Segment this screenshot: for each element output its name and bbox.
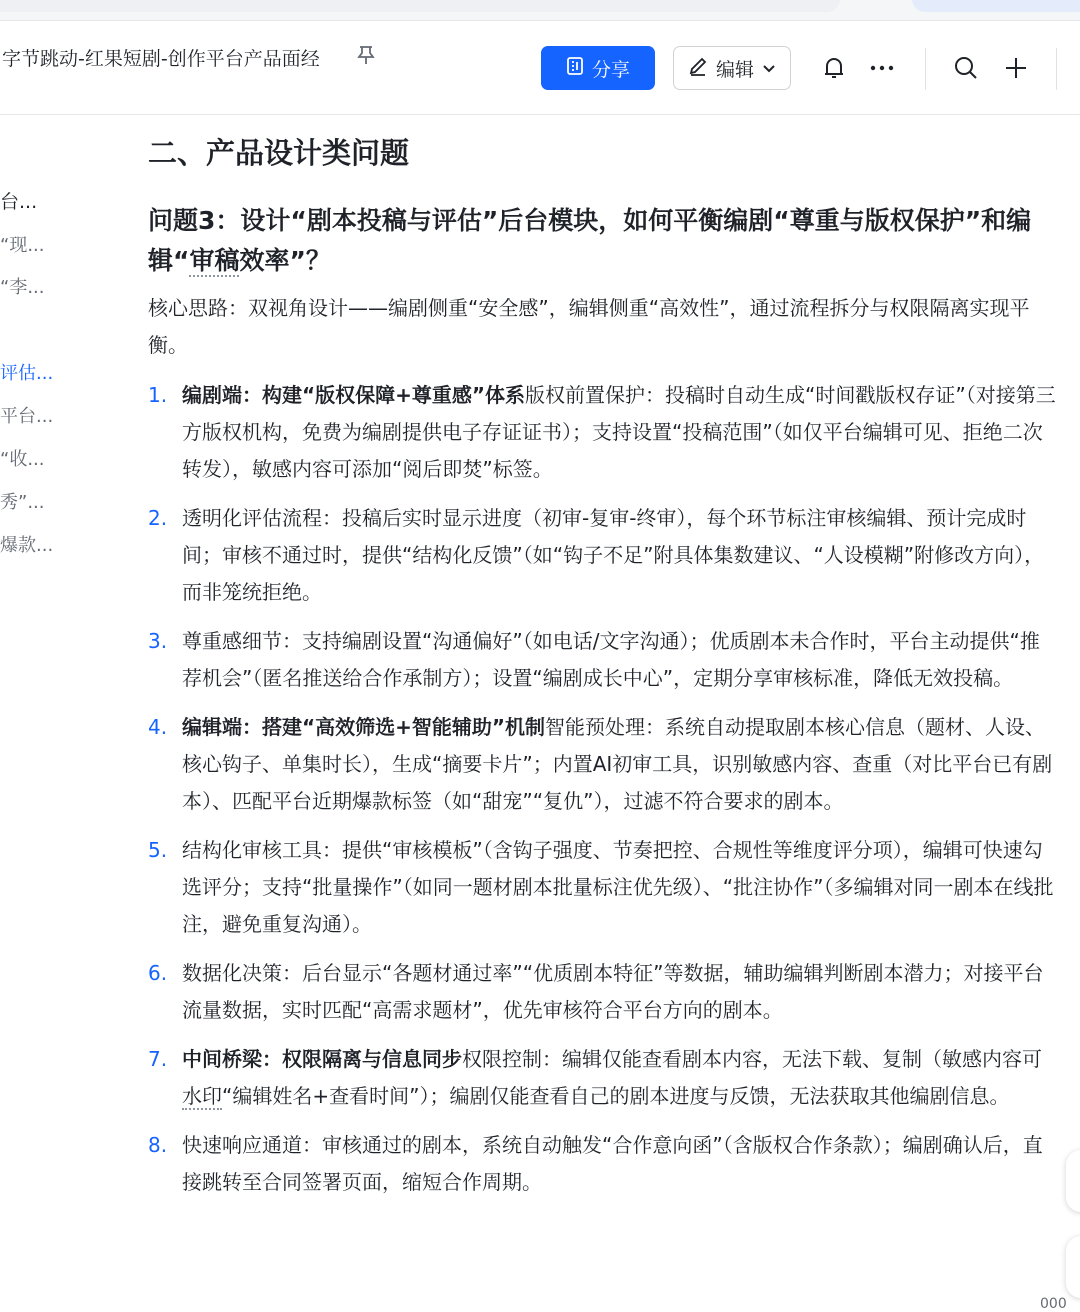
pencil-icon: [688, 56, 708, 81]
floating-edge-button-2[interactable]: [1066, 1236, 1080, 1298]
list-item-text: 尊重感细节：支持编剧设置“沟通偏好”（如电话/文字沟通）；优质剧本未合作时，平台主动提供“推荐机会”（匿名推送给合作承制方）；设置“编剧成长中心”，定期分享审核标准，降低无效投稿。: [182, 629, 1040, 690]
more-icon[interactable]: [868, 54, 896, 82]
list-item-text-end: “编辑姓名+查看时间”）；编剧仅能查看自己的剧本进度与反馈，无法获取其他编剧信息。: [222, 1084, 1010, 1108]
question-heading-underlined[interactable]: 审稿: [189, 246, 240, 275]
outline-item[interactable]: 秀”...: [0, 492, 45, 513]
browser-action-pill[interactable]: [912, 0, 1080, 12]
list-number: 6.: [148, 961, 168, 985]
list-item-text: 透明化评估流程：投稿后实时显示进度（初审-复审-终审），每个环节标注审核编辑、预计完成时间；审核不通过时，提供“结构化反馈”（如“钩子不足”附具体集数建议、“人设模糊”附修改方向），而非笼统拒绝。: [182, 506, 1045, 604]
share-doc-icon: [566, 56, 584, 81]
list-number: 4.: [148, 715, 168, 739]
list-item-text: 数据化决策：后台显示“各题材通过率”“优质剧本特征”等数据，辅助编辑判断剧本潜力；对接平台流量数据，实时匹配“高需求题材”，优先审核符合平台方向的剧本。: [182, 961, 1044, 1022]
list-item-bold: 编辑端：搭建“高效筛选+智能辅助”机制: [182, 715, 546, 739]
list-item: [148, 1041, 1058, 1115]
edit-mode-button[interactable]: [673, 46, 791, 90]
section-heading: 二、产品设计类问题: [148, 136, 410, 170]
address-bar[interactable]: [0, 0, 840, 12]
plus-icon[interactable]: [1002, 54, 1030, 82]
list-item-text: 权限控制：编辑仅能查看剧本内容，无法下载、复制（敏感内容可: [462, 1047, 1042, 1071]
outline-item[interactable]: “李...: [0, 277, 45, 298]
outline-sidebar: [0, 115, 100, 1307]
outline-item[interactable]: “现...: [0, 235, 45, 256]
list-item: [148, 500, 1058, 611]
share-button-label: 分享: [591, 58, 630, 81]
list-item: [148, 955, 1058, 1029]
outline-item-active[interactable]: 评估...: [0, 363, 54, 384]
list-item: [148, 709, 1058, 820]
list-number: 1.: [148, 383, 168, 407]
list-item-underlined[interactable]: 水印: [182, 1084, 222, 1108]
pin-icon[interactable]: [356, 44, 376, 66]
doc-header: [0, 22, 1080, 115]
list-item-text: 版权前置保护：投稿时自动生成“时间戳版权存证”（对接第三方版权机构，免费为编剧提供电子存证证书）；支持设置“投稿范围”（如仅平台编辑可见、拒绝二次转发），敏感内容可添加“阅后即焚”标签。: [182, 383, 1056, 481]
floating-edge-button[interactable]: [1066, 1150, 1080, 1212]
list-item: [148, 1127, 1058, 1201]
list-item: [148, 623, 1058, 697]
question-heading-text-end: 效率”？: [239, 246, 331, 275]
header-divider-right: [1056, 48, 1057, 90]
outline-item[interactable]: 台...: [0, 191, 38, 213]
list-item-text: 结构化审核工具：提供“审核模板”（含钩子强度、节奏把控、合规性等维度评分项），编辑可快速勾选评分；支持“批量操作”（如同一题材剧本批量标注优先级）、“批注协作”（多编辑对同一剧本在线批注，避免重复沟通）。: [182, 838, 1054, 936]
core-idea-paragraph: 核心思路：双视角设计——编剧侧重“安全感”，编辑侧重“高效性”，通过流程拆分与权限隔离实现平衡。: [148, 296, 1030, 357]
list-item-bold: 编剧端：构建“版权保障+尊重感”体系: [182, 383, 526, 407]
question-heading: [148, 201, 1053, 281]
list-number: 5.: [148, 838, 168, 862]
outline-item[interactable]: 爆款...: [0, 535, 54, 556]
answer-list: [148, 377, 1058, 1213]
edit-button-label: 编辑: [715, 58, 754, 81]
doc-title: 字节跳动-红果短剧-创作平台产品面经: [2, 48, 320, 70]
search-icon[interactable]: [952, 54, 980, 82]
list-item: [148, 832, 1058, 943]
bell-icon[interactable]: [820, 54, 848, 82]
browser-top-strip: [0, 0, 1080, 21]
corner-counter: 000: [1040, 1296, 1067, 1312]
header-divider: [925, 48, 926, 90]
chevron-down-icon: [762, 57, 776, 79]
question-heading-text: 问题3：设计“剧本投稿与评估”后台模块，如何平衡编剧“尊重与版权保护”和编辑“: [148, 206, 1032, 275]
list-number: 3.: [148, 629, 168, 653]
outline-item[interactable]: “收...: [0, 449, 45, 470]
outline-item[interactable]: 平台...: [0, 406, 54, 427]
list-number: 2.: [148, 506, 168, 530]
list-item-bold: 中间桥梁：权限隔离与信息同步: [182, 1047, 462, 1071]
share-button[interactable]: [541, 46, 655, 90]
list-item-text: 智能预处理：系统自动提取剧本核心信息（题材、人设、核心钩子、单集时长），生成“摘要卡片”；内置AI初审工具，识别敏感内容、查重（对比平台已有剧本）、匹配平台近期爆款标签（如“甜宠”“复仇”），过滤不符合要求的剧本。: [182, 715, 1053, 813]
list-item-text: 快速响应通道：审核通过的剧本，系统自动触发“合作意向函”（含版权合作条款）；编剧确认后，直接跳转至合同签署页面，缩短合作周期。: [182, 1133, 1043, 1194]
list-number: 7.: [148, 1047, 168, 1071]
list-item: [148, 377, 1058, 488]
list-number: 8.: [148, 1133, 168, 1157]
